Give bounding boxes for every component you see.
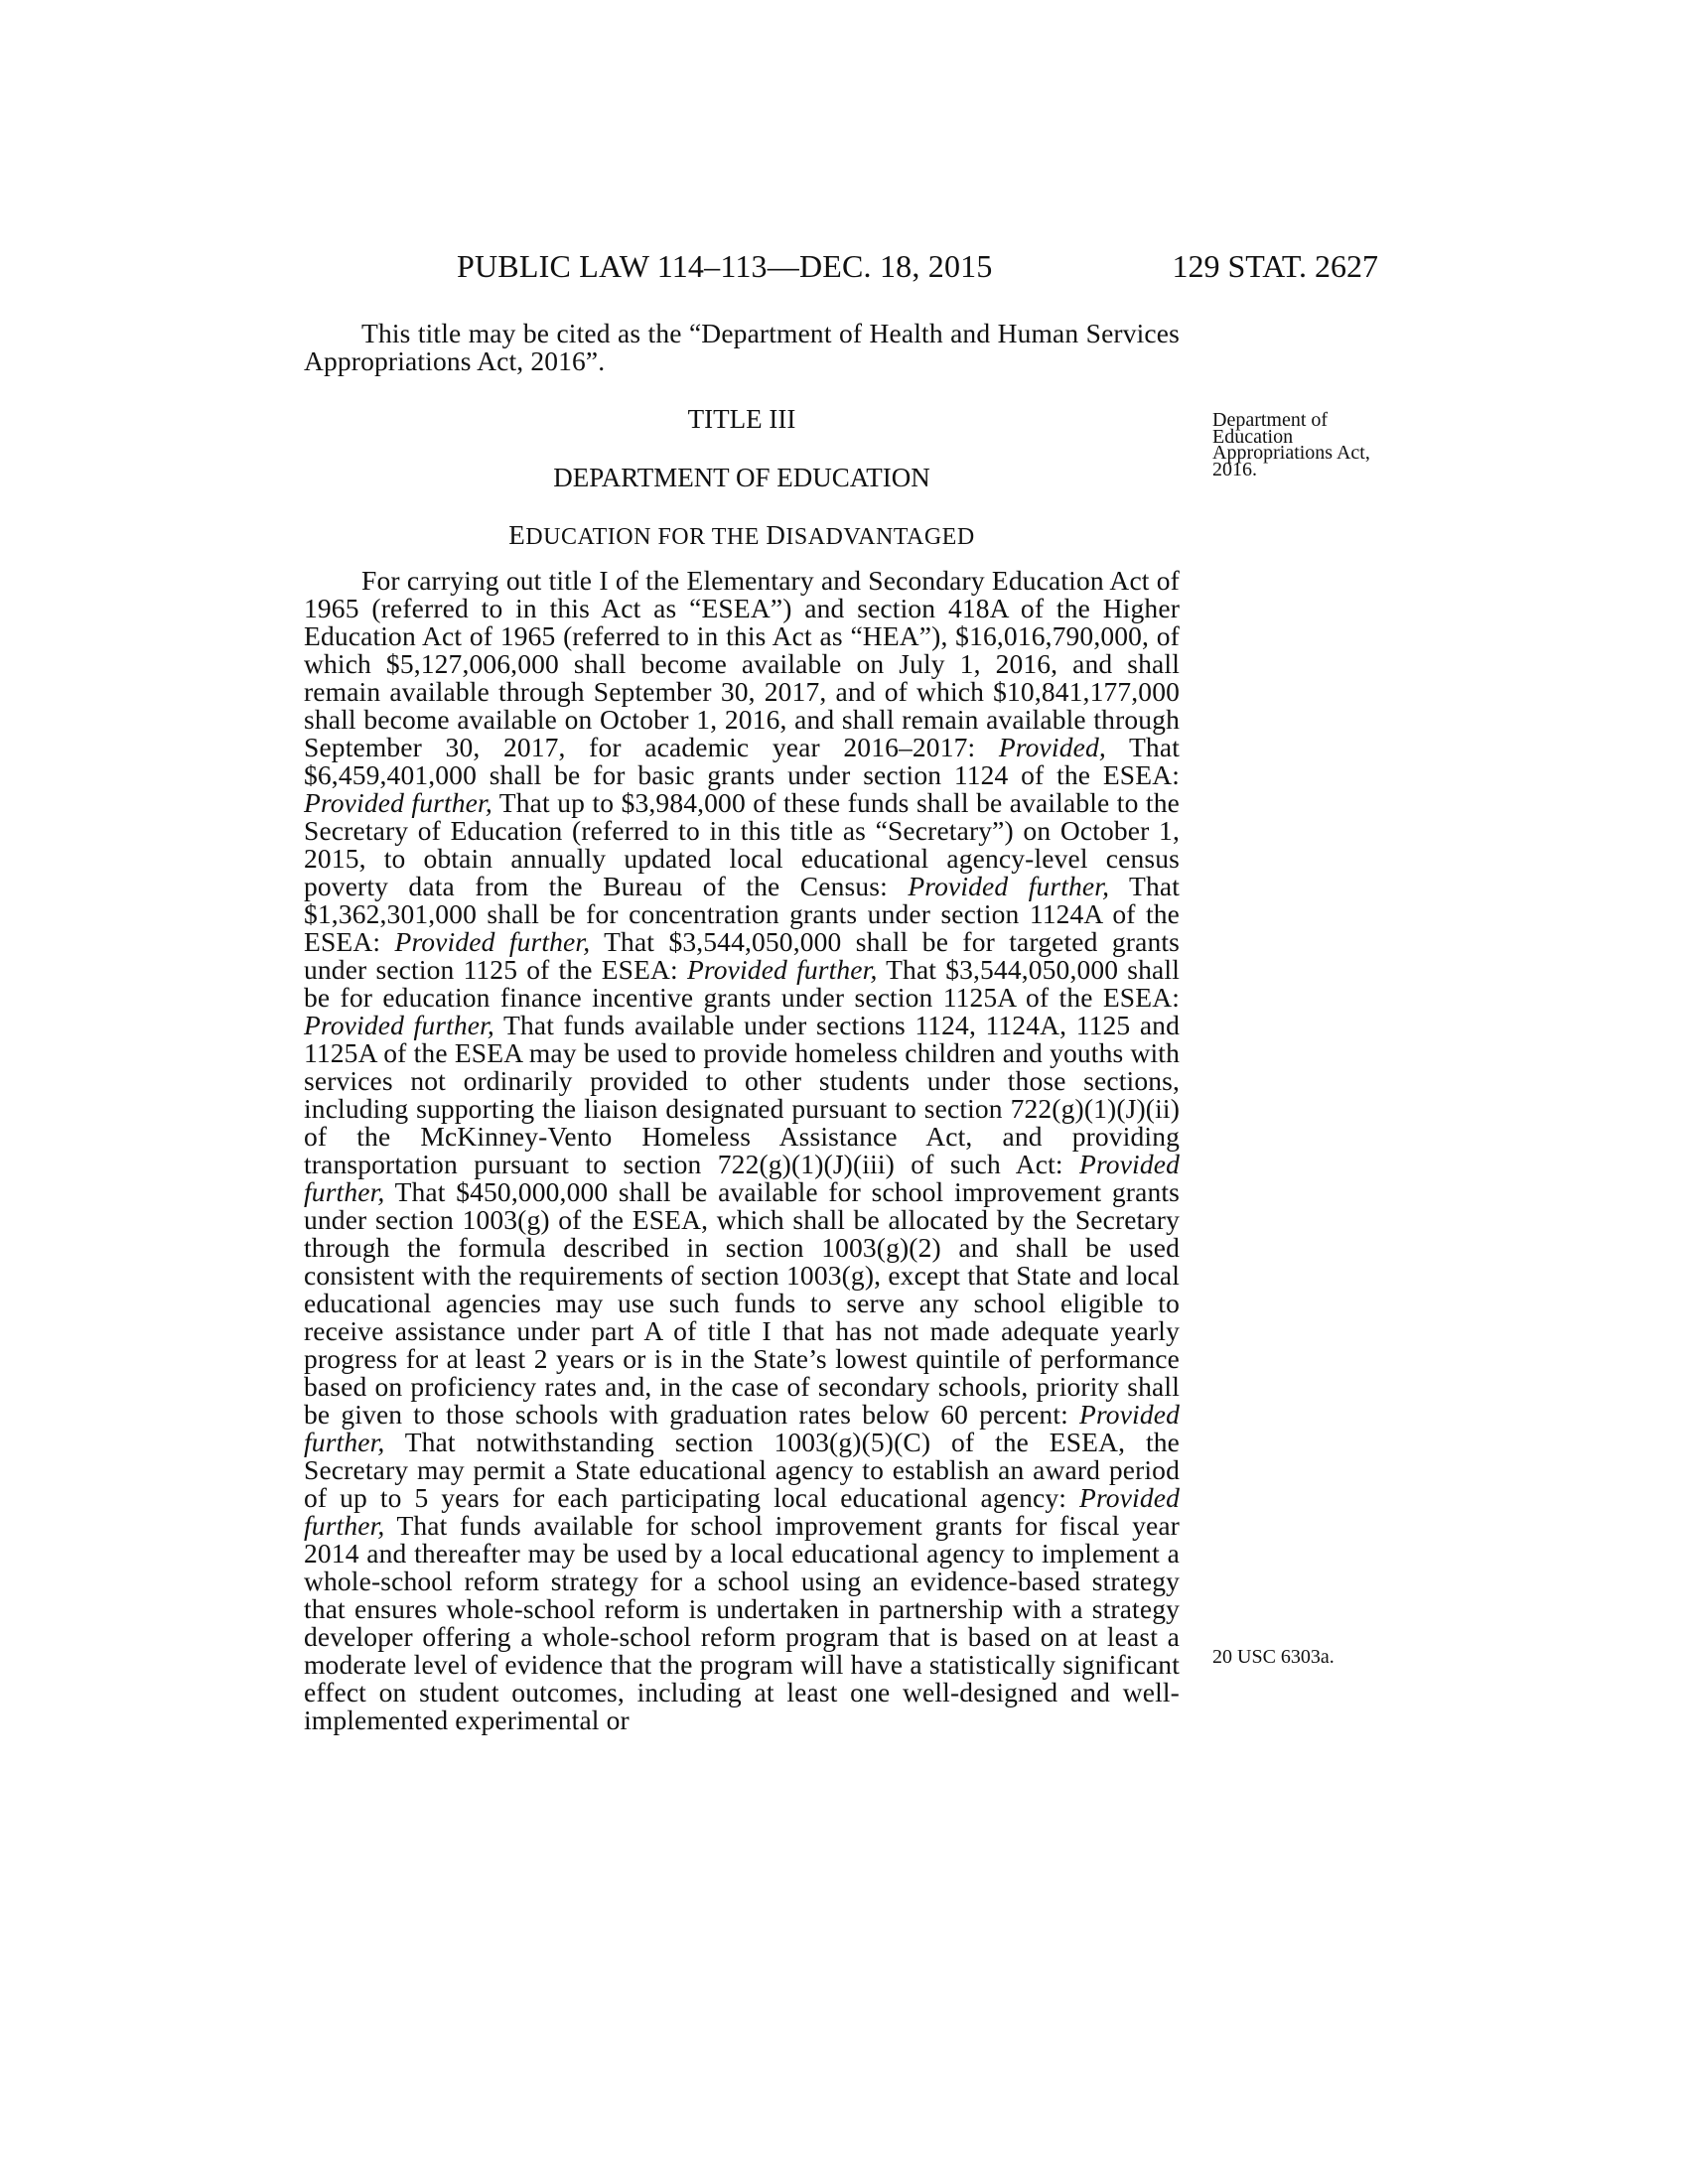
statute-page-citation: 129 STAT. 2627 <box>1172 248 1378 284</box>
proviso-term: Provided further, <box>304 1482 1180 1541</box>
proviso-term: Provided further, <box>304 1010 494 1040</box>
proviso-term: Provided further, <box>908 871 1110 901</box>
section-subheading: EDUCATION FOR THE DISADVANTAGED <box>508 520 975 550</box>
proviso-term: Provided further, <box>304 1149 1180 1207</box>
proviso-term: Provided further, <box>304 1399 1180 1457</box>
proviso-term: Provided further, <box>304 787 492 818</box>
short-title-paragraph: This title may be cited as the “Department of Health and Human Services Appropriations Act, 2016”. <box>304 318 1180 376</box>
department-heading: DEPARTMENT OF EDUCATION <box>553 463 930 492</box>
proviso-term: Provided further, <box>394 926 591 957</box>
proviso-term: Provided further, <box>686 954 878 985</box>
title-heading: TITLE III <box>687 404 796 434</box>
margin-note-usc-citation: 20 USC 6303a. <box>1212 1646 1335 1668</box>
margin-note-department: Department of Education Appropriations Act, 2016. <box>1212 409 1370 480</box>
public-law-citation: PUBLIC LAW 114–113—DEC. 18, 2015 <box>457 248 993 284</box>
appropriations-body-paragraph: For carrying out title I of the Elementary and Secondary Education Act of 1965 (referred to in this Act as “ESEA”) and section 418A of the Higher Education Act of 1965 (referred to in this Act as “HEA”), $16,016,790,000, of which $5,127,006,000 shall become available on July 1, 2016, and shall remain available through September 30, 2017, and of which $10,841,177,000 shall become available on October 1, 2016, and shall remain available through September 30, 2017, for academic year 2016–2017: Provided, That $6,459,401,000 shall be for basic grants under section 1124 of the ESEA: Provided further, That up to $3,984,000 of these funds shall be available to the Secretary of Education (referred to in this title as “Secretary”) on October 1, 2015, to obtain annually updated local educational agency-level census poverty data from the Bureau of the Census: Provided further, That $1,362,301,000 shall be for concentration grants under section 1124A of the ESEA: Provided further, That $3,544,050,000 shall be for targeted grants under section 1125 of the ESEA: Provided further, That $3,544,050,000 shall be for education finance incentive grants under section 1125A of the ESEA: Provided further, That funds available under sections 1124, 1124A, 1125 and 1125A of the ESEA may be used to provide homeless children and youths with services not ordinarily provided to other students under those sections, including supporting the liaison designated pursuant to section 722(g)(1)(J)(ii) of the McKinney-Vento Homeless Assistance Act, and providing transportation pursuant to section 722(g)(1)(J)(iii) of such Act: Provided further, That $450,000,000 shall be available for school improvement grants under section 1003(g) of the ESEA, which shall be allocated by the Secretary through the formula described in section 1003(g)(2) and shall be used consistent with the requirements of section 1003(g), except that State and local educational agencies may use such funds to serve any school eligible to receive assistance under part A of title I that has not made adequate yearly progress for at least 2 years or is in the State’s lowest quintile of performance based on proficiency rates and, in the case of secondary schools, priority shall be given to those schools with graduation rates below 60 percent: Provided further, That notwithstanding section 1003(g)(5)(C) of the ESEA, the Secretary may permit a State educational agency to establish an award period of up to 5 years for each participating local educational agency: Provided further, That funds available for school improvement grants for fiscal year 2014 and thereafter may be used by a local educational agency to implement a whole-school reform strategy for a school using an evidence-based strategy that ensures whole-school reform is undertaken in partnership with a strategy developer offering a whole-school reform program that is based on at least a moderate level of evidence that the program will have a statistically significant effect on student outcomes, including at least one well-designed and well-implemented experimental or <box>304 565 1180 1735</box>
proviso-term: Provided, <box>998 732 1106 762</box>
